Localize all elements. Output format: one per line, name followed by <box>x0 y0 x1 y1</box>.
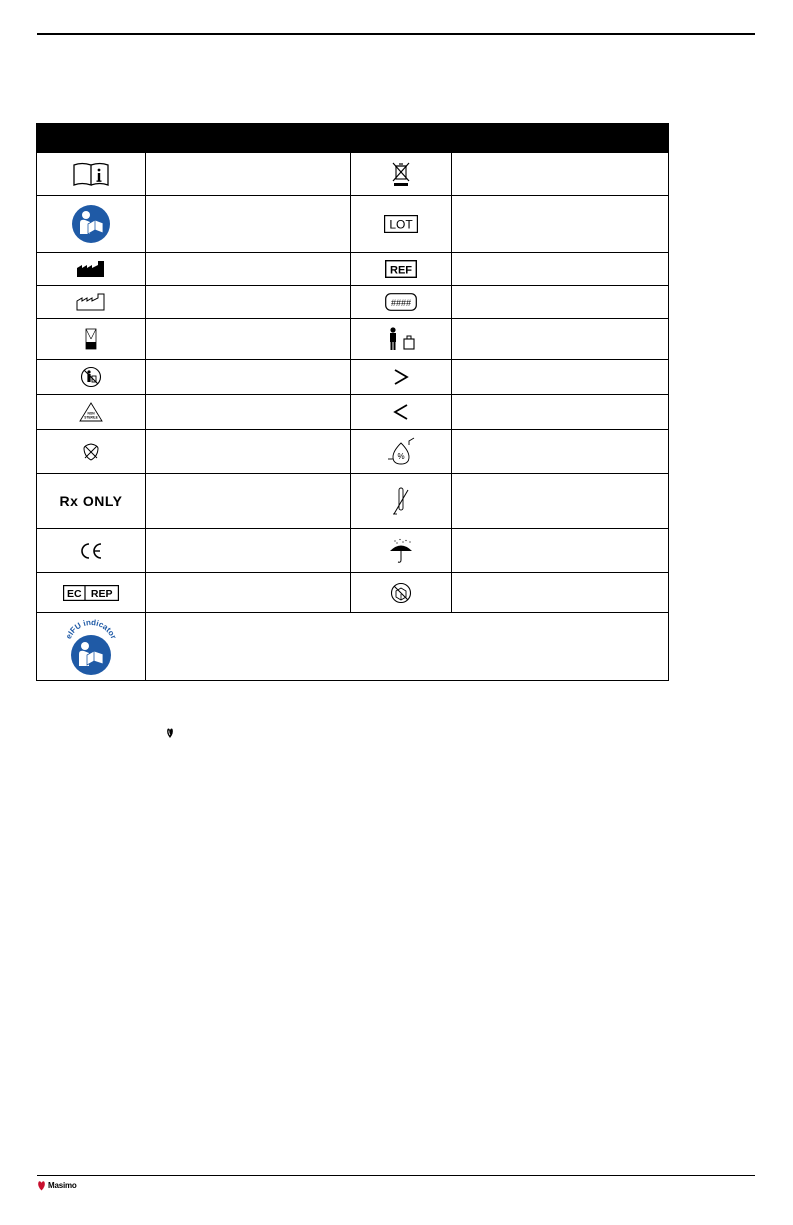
masimo-mark-icon <box>166 727 174 739</box>
symbol-cell <box>37 153 146 196</box>
weee-bin-icon <box>392 161 410 187</box>
header-symbol-left <box>37 124 146 153</box>
symbol-cell <box>37 613 146 681</box>
table-row <box>37 529 669 573</box>
symbol-cell <box>351 319 452 360</box>
bottom-rule <box>37 1175 755 1176</box>
symbol-cell <box>351 286 452 319</box>
less-than-icon <box>393 403 409 421</box>
symbol-cell <box>37 253 146 286</box>
table-row <box>37 196 669 253</box>
manufacturer-icon <box>76 260 106 278</box>
symbol-cell <box>351 360 452 395</box>
efu-indicator-icon <box>63 617 119 677</box>
table-row <box>37 474 669 529</box>
rep-label: REP <box>90 587 113 600</box>
ref-catalog-icon <box>385 260 417 278</box>
keep-dry-icon <box>387 538 415 564</box>
description-cell <box>146 430 351 474</box>
description-cell <box>452 474 669 529</box>
header-description-right <box>452 124 669 153</box>
rx-only-icon: Rx ONLY <box>59 493 123 509</box>
patient-weight-icon <box>386 327 416 351</box>
non-sterile-label-2: STERILE <box>84 415 98 420</box>
table-row <box>37 395 669 430</box>
symbol-cell <box>37 360 146 395</box>
description-cell <box>146 319 351 360</box>
description-cell <box>452 153 669 196</box>
ec-rep-icon <box>63 585 119 601</box>
lot-code-icon <box>384 215 418 233</box>
symbol-cell <box>351 529 452 573</box>
description-cell <box>146 529 351 573</box>
greater-than-icon <box>393 368 409 386</box>
description-cell <box>452 430 669 474</box>
symbol-cell <box>37 319 146 360</box>
non-sterile-icon <box>79 402 103 422</box>
instructions-info-icon <box>72 161 110 187</box>
lot-label: LOT <box>389 217 413 232</box>
description-cell <box>452 253 669 286</box>
symbol-cell <box>351 395 452 430</box>
symbol-cell <box>37 395 146 430</box>
table-row <box>37 153 669 196</box>
serial-label: #### <box>390 297 412 308</box>
ref-label: REF <box>390 264 412 277</box>
humidity-limit-icon <box>387 437 415 467</box>
symbols-table <box>36 123 669 681</box>
footer-logo-text: Masimo <box>48 1181 77 1190</box>
symbol-cell <box>351 196 452 253</box>
description-cell <box>146 196 351 253</box>
description-cell <box>452 196 669 253</box>
table-row <box>37 573 669 613</box>
date-of-manufacture-icon <box>76 293 106 311</box>
symbol-cell <box>351 430 452 474</box>
description-cell <box>146 286 351 319</box>
table-row <box>37 360 669 395</box>
header-symbol-right <box>351 124 452 153</box>
do-not-use-damaged-package-icon <box>390 582 412 604</box>
symbol-cell <box>351 474 452 529</box>
description-cell <box>146 395 351 430</box>
table-row <box>37 253 669 286</box>
description-cell <box>452 395 669 430</box>
humidity-percent-label: % <box>397 451 405 461</box>
efu-indicator-label: eIFU indicator <box>63 617 119 640</box>
non-sterile-label-1: NON <box>87 411 95 416</box>
table-row <box>37 430 669 474</box>
ce-mark-icon <box>78 542 104 560</box>
description-cell <box>146 253 351 286</box>
symbol-cell <box>351 153 452 196</box>
description-cell <box>452 286 669 319</box>
single-patient-use-icon <box>80 366 102 388</box>
footer-logo <box>37 1180 77 1191</box>
symbol-cell <box>37 529 146 573</box>
description-cell <box>452 529 669 573</box>
header-description-left <box>146 124 351 153</box>
table-row <box>37 286 669 319</box>
symbol-cell <box>351 573 452 613</box>
serial-number-icon <box>385 293 417 311</box>
description-cell <box>452 573 669 613</box>
masimo-logo-icon <box>37 1180 46 1191</box>
symbol-cell <box>37 286 146 319</box>
temperature-limit-icon <box>392 486 410 516</box>
description-cell <box>146 613 669 681</box>
symbol-cell <box>37 196 146 253</box>
symbol-cell <box>37 573 146 613</box>
symbol-cell <box>351 253 452 286</box>
table-header-row <box>37 124 669 153</box>
description-cell <box>452 319 669 360</box>
top-rule <box>37 33 755 35</box>
not-latex-icon <box>81 442 101 462</box>
description-cell <box>146 360 351 395</box>
table-row <box>37 319 669 360</box>
description-cell <box>146 474 351 529</box>
description-cell <box>146 573 351 613</box>
table-row <box>37 613 669 681</box>
symbol-cell <box>37 474 146 529</box>
description-cell <box>452 360 669 395</box>
symbol-cell <box>37 430 146 474</box>
description-cell <box>146 153 351 196</box>
ec-label: EC <box>67 587 82 600</box>
follow-instructions-icon <box>71 204 111 244</box>
use-by-hourglass-icon <box>85 328 97 350</box>
